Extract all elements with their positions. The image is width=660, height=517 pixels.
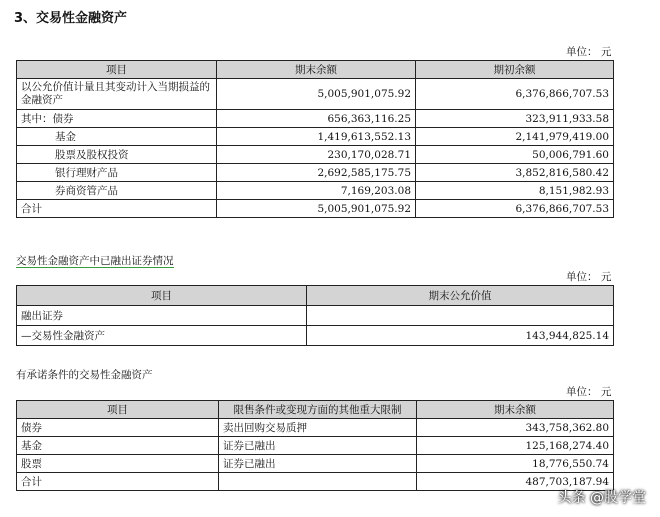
row-restriction: 卖出回购交易质押 xyxy=(219,419,417,437)
header-restriction: 限售条件或变现方面的其他重大限制 xyxy=(219,401,417,419)
header-item: 项目 xyxy=(17,286,307,306)
row-value: 143,944,825.14 xyxy=(307,326,614,346)
section2-title xyxy=(16,253,174,268)
row-begin: 6,376,866,707.53 xyxy=(416,200,614,218)
header-begin-balance: 期初余额 xyxy=(416,61,614,79)
row-item: 股票 xyxy=(17,455,219,473)
header-item: 项目 xyxy=(17,61,217,79)
row-item: 基金 xyxy=(17,128,217,146)
row-end: 5,005,901,075.92 xyxy=(217,79,416,110)
row-item: 合计 xyxy=(17,473,219,491)
table-row xyxy=(17,182,614,200)
row-begin: 323,911,933.58 xyxy=(416,110,614,128)
table-header-row xyxy=(17,401,614,419)
row-end: 5,005,901,075.92 xyxy=(217,200,416,218)
row-begin: 2,141,979,419.00 xyxy=(416,128,614,146)
row-item: 其中：债券 xyxy=(17,110,217,128)
table-row xyxy=(17,326,614,346)
table-row xyxy=(17,437,614,455)
row-begin: 6,376,866,707.53 xyxy=(416,79,614,110)
table-header-row xyxy=(17,286,614,306)
section-title: 3、交易性金融资产 xyxy=(14,11,128,26)
row-value: 343,758,362.80 xyxy=(417,419,614,437)
unit-label-1: 单位： 元 xyxy=(566,46,612,58)
row-item: 基金 xyxy=(17,437,219,455)
row-value: 487,703,187.94 xyxy=(417,473,614,491)
restricted-assets-table xyxy=(16,400,614,491)
header-fair-value: 期末公允价值 xyxy=(307,286,614,306)
table-row xyxy=(17,110,614,128)
row-item: 股票及股权投资 xyxy=(17,146,217,164)
row-end: 656,363,116.25 xyxy=(217,110,416,128)
trading-financial-assets-table xyxy=(16,60,614,218)
unit-label-2: 单位： 元 xyxy=(566,271,612,283)
unit-label-3: 单位： 元 xyxy=(566,386,612,398)
table-header-row xyxy=(17,61,614,79)
table-row xyxy=(17,419,614,437)
row-end: 230,170,028.71 xyxy=(217,146,416,164)
table-row xyxy=(17,79,614,110)
watermark: 头条 @股学堂 xyxy=(557,490,646,506)
row-end: 2,692,585,175.75 xyxy=(217,164,416,182)
header-item: 项目 xyxy=(17,401,219,419)
lent-securities-table xyxy=(16,285,614,346)
table-row xyxy=(17,306,614,326)
header-end-balance: 期末余额 xyxy=(217,61,416,79)
row-item: 债券 xyxy=(17,419,219,437)
row-item: 融出证券 xyxy=(17,306,307,326)
row-restriction xyxy=(219,473,417,491)
header-end-balance: 期末余额 xyxy=(417,401,614,419)
row-restriction: 证券已融出 xyxy=(219,455,417,473)
row-item: 银行理财产品 xyxy=(17,164,217,182)
row-value xyxy=(307,306,614,326)
row-begin: 50,006,791.60 xyxy=(416,146,614,164)
row-item: —交易性金融资产 xyxy=(17,326,307,346)
section3-title: 有承诺条件的交易性金融资产 xyxy=(16,369,153,381)
row-begin: 3,852,816,580.42 xyxy=(416,164,614,182)
row-item: 合计 xyxy=(17,200,217,218)
row-item: 券商资管产品 xyxy=(17,182,217,200)
row-value: 18,776,550.74 xyxy=(417,455,614,473)
table-total-row xyxy=(17,473,614,491)
row-end: 1,419,613,552.13 xyxy=(217,128,416,146)
row-restriction: 证券已融出 xyxy=(219,437,417,455)
row-begin: 8,151,982.93 xyxy=(416,182,614,200)
table-row xyxy=(17,146,614,164)
row-value: 125,168,274.40 xyxy=(417,437,614,455)
section2-title-text: 交易性金融资产中已融出证券情况 xyxy=(16,255,174,267)
row-item: 以公允价值计量且其变动计入当期损益的金融资产 xyxy=(17,79,217,110)
table-total-row xyxy=(17,200,614,218)
table-row xyxy=(17,164,614,182)
table-row xyxy=(17,128,614,146)
table-row xyxy=(17,455,614,473)
row-end: 7,169,203.08 xyxy=(217,182,416,200)
